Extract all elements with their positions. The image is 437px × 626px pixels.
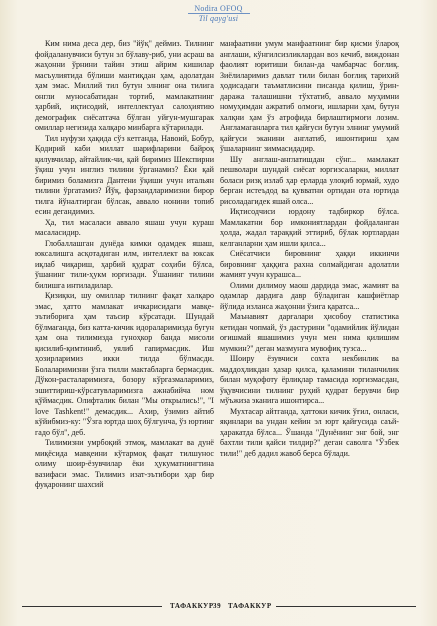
footer-magazine-title-left: ТАФАККУР [170,602,214,610]
footer-magazine-title-right: ТАФАККУР [228,602,272,610]
body-paragraph: манфаатини умум манфаатнинг бир қисми ўлароқ англаши, кўнгилсизликлардан воз кечиб, виждонан фаолият юритиши билан-да чамбарчас боғлиқ. Зиёлиларимиз давлат тили билан боғлиқ тарихий ҳодисадаги таъматлисини писанда қилиш, ўрин-даража талашишни тўхтатиб, аввало муҳимни номуҳимдан ажратиб олмоғи, ишларни ҳам, бутун халқни ҳам ўз атрофида бирлаштирмоғи лозим. Англамаганларга тил қайғуси бутун элнинг умумий қайғуси эканини англатиб, ишонтириш ҳам ўшаларнинг зиммасидадир. [220,39,399,153]
body-paragraph: Тил нуфузи ҳақида сўз кетганда, Навоий, Бобур, Қодирий каби миллат шарифларини байроқ қилувчилар, айтайлик-чи, қай биримиз Шекспирни ўқиш учун инглиз тилини ўрганамиз? Ёки қай биримиз боламизга Дантени ўқиши учун итальян тилини ўргатамиз? Йўқ, фарзандларимизни бирор тилга йўналтирган бўлсак, аввало нонини топиб есин дегандимиз. [35,133,214,216]
page-header [0,4,437,23]
body-paragraph: Глобаллашган дунёда кимки одамдек яшаш, юксалишга асқотадиган илм, интеллект ва юксак иқлаб чиқариш, ҳарбий қудрат соҳиби бўлса, ўшанинг тили-ҳукм юргизади. Ўшанинг тилини билишга интиладилар. [35,238,214,290]
body-paragraph: Шоиру ёзувчиси сохта некбинлик ва маддоҳликдан ҳазар қилса, қаламини тиланчилик билан муқофоту ёрлиқлар тамасида юргизмасдан, ўқувчисини тилнинг руҳий қудрат берувчи бир мўъжиза эканига ишонтирса... [220,354,399,405]
left-column [35,39,214,587]
body-paragraph: Тилимизни умрбоқий этмоқ, мамлакат ва дунё миқёсида мавқеини кўтармоқ фақат тилшунос олиму шоир-ёзувчилар ёки ҳукуматнингтина вазифаси эмас. Тилимиз изат-эътибори ҳар бир фуқаронинг шахсий [35,438,214,489]
right-column [220,39,399,587]
author-name: Nodira OFOQ [194,4,243,13]
body-paragraph: Шу англаш-англатишдан сўнг... мамлакат пешволари шундай сиёсат юргизсаларки, миллат боласи ризқ излаб ҳар ерларда улоқиб юрмай, худо берган истеъдод ва қувватни ортидан ота юртида рисоладагидек яшай олса... [220,154,399,206]
body-paragraph: Ким нима деса дер, биз "йўқ" деймиз. Тилнинг фойдаланувчиси бутун эл бўлаву-риб, уни асраш ва жаҳонни ўрнини тайин этиш айрим кишилар масъулиятида бўлиши мантиқдан ҳам, адолатдан ҳам эмас. Миллий тил бутун элнинг она тилига онгли муносабатидан тортиб, мамлакатнинг ҳарбий, иқтисодий, интеллектуал салоҳиятию демографик сиёсатгача бўлган уйғун-мушгарак омиллар негизида халқаро минбарга кўтарилади. [35,39,214,132]
body-paragraph: Иқтисодчиси юрдону тадбиркор бўлса. Мамлакатни бор имкониятлардан фойдаланган ҳолда, жадал тараққий эттириб, бўлак юртлардан келганларни ҳам ишли қилса... [220,207,399,248]
body-paragraph: Мухтасар айтганда, ҳаттоки кичик ўғил, онласи, яқинлари ва ундан кейин эл юрт қайғусида саъй-ҳаракатда бўлса... Ўшанда "Дунёнинг энг бой, энг бахтли тили қайси тилдир?" деган саволга "Ўзбек тили!" деб дадил жавоб берса бўлади. [220,406,399,458]
article-subtitle: Til qayg'usi [198,14,239,23]
header-divider [188,13,250,14]
body-paragraph: Қизиқки, шу омиллар тилнинг фақат халқаро эмас, ҳатто мамлакат ичкарисидаги мавқе-эътиборига ҳам таъсир кўрсатади. Шундай бўлмаганда, биз катта-кичик идораларимизда бугун ҳам она тилимизда гуноҳкор банда мисоли қисилиб-қимтиниб, уялиб гапирмасдик. Иш ҳозирларимиз икки тилда бўлмасди. Болаларимизни ўзга тилли мактабларга бермасдик. Дўкон-расталаримизга, бозору кўргазмаларимиз, эшиттириш-кўрсатувларимизга ажнабийча ном қўймасдик. Олифталик билан "Мы открылись!", "I love Tashkent!" демасдик... Ахир, ўзимиз айтиб кўйибмиз-ку: "Ўзга юртда шоҳ бўлгунча, ўз юртинг гадо бўл", деб. [35,291,214,437]
footer-rule-left [22,606,162,607]
body-paragraph: Ҳа, тил масаласи аввало яшаш учун кураш масаласидир. [35,217,214,237]
body-paragraph: Маънавият дарғалари ҳисобоу статистика кетидан чопмай, ўз дастурини "одамийлик йўлидан оғишмай яшашимиз учун мен нима қилишим мумкин?" деган мазмунга мувофиқ тузса... [220,312,399,353]
body-paragraph: Сиёсатчиси бировнинг ҳаққи иккинчи бировнинг ҳаққига рахна солмайдиган адолатли жамият учун курашса... [220,249,399,279]
footer-rule-right [276,606,416,607]
page-footer [0,600,437,614]
body-paragraph: Олими дилимоу маош дардида эмас, жамият ва одамлар дардига давр бўладиган кашфиётлар йўлида изланса жаҳонни ўзига қаратса... [220,280,399,311]
page-number: 39 [213,602,222,610]
